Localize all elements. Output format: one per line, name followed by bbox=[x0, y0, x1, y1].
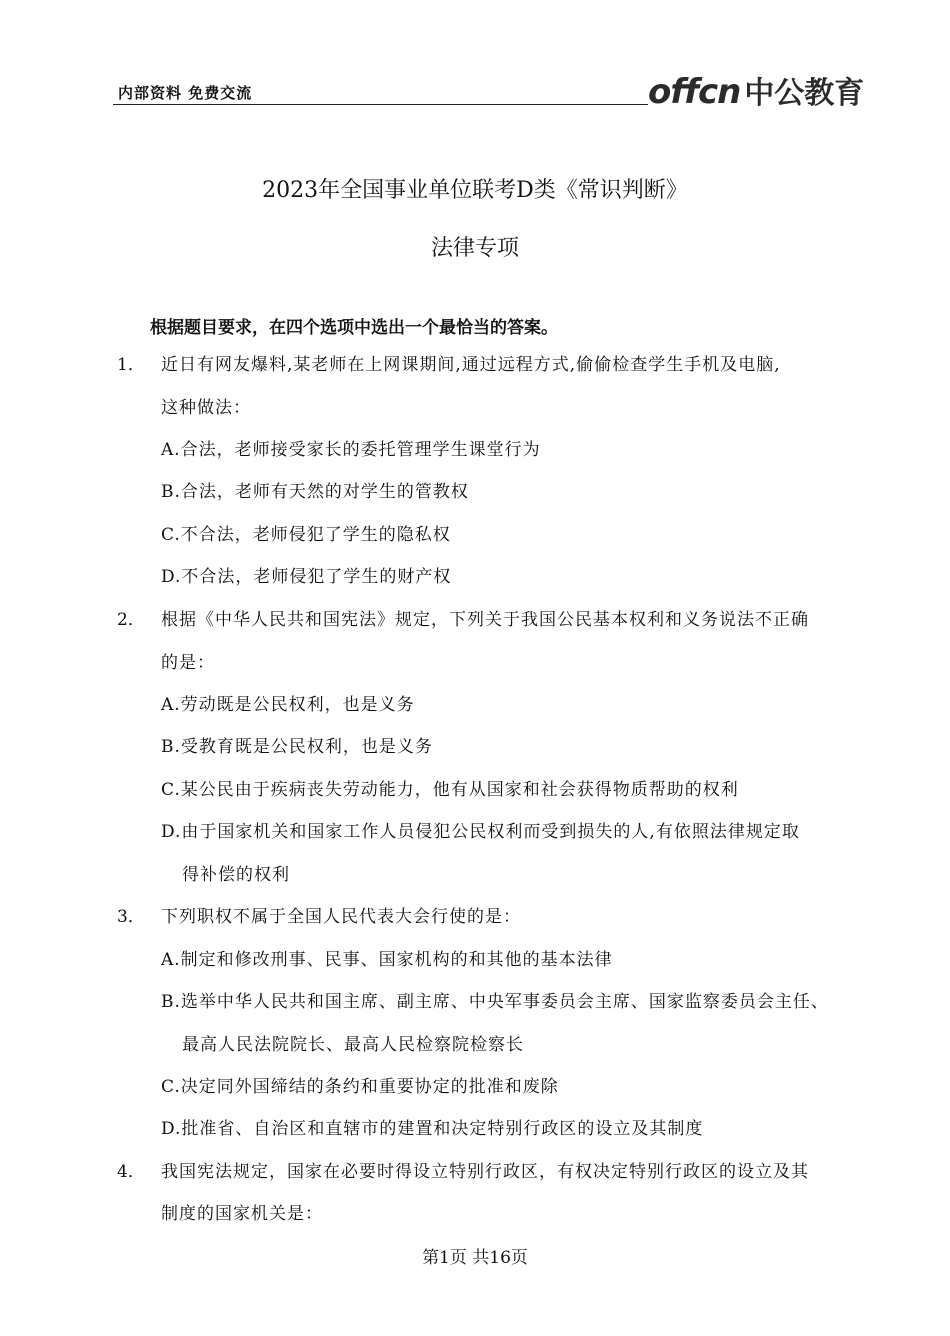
option-line: C.不合法，老师侵犯了学生的隐私权 bbox=[161, 525, 451, 545]
option-line: C.某公民由于疾病丧失劳动能力，他有从国家和社会获得物质帮助的权利 bbox=[161, 780, 739, 800]
question-number: 2． bbox=[117, 610, 145, 630]
option-line: A.制定和修改刑事、民事、国家机构的和其他的基本法律 bbox=[161, 950, 613, 970]
document-title: 2023年全国事业单位联考D类《常识判断》 bbox=[262, 178, 688, 203]
question-number: 1． bbox=[117, 355, 145, 375]
header-divider bbox=[113, 104, 648, 105]
option-line: A.合法，老师接受家长的委托管理学生课堂行为 bbox=[161, 440, 541, 460]
option-line: C.决定同外国缔结的条约和重要协定的批准和废除 bbox=[161, 1077, 559, 1097]
question-stem-line: 的是： bbox=[161, 653, 215, 673]
instruction-text: 根据题目要求，在四个选项中选出一个最恰当的答案。 bbox=[150, 318, 558, 338]
option-line: 得补偿的权利 bbox=[182, 865, 290, 885]
option-line: D.由于国家机关和国家工作人员侵犯公民权利而受到损失的人,有依照法律规定取 bbox=[161, 822, 800, 842]
question-stem-line: 根据《中华人民共和国宪法》规定，下列关于我国公民基本权利和义务说法不正确 bbox=[161, 610, 809, 630]
option-line: A.劳动既是公民权利，也是义务 bbox=[161, 695, 415, 715]
question-stem-line: 我国宪法规定，国家在必要时得设立特别行政区，有权决定特别行政区的设立及其 bbox=[161, 1162, 809, 1182]
logo-en-text: offcn bbox=[648, 72, 741, 112]
option-line: B.选举中华人民共和国主席、副主席、中央军事委员会主席、国家监察委员会主任、 bbox=[161, 992, 829, 1012]
option-line: B.合法，老师有天然的对学生的管教权 bbox=[161, 482, 469, 502]
question-number: 4． bbox=[117, 1162, 145, 1182]
question-stem-line: 近日有网友爆料,某老师在上网课期间,通过远程方式,偷偷检查学生手机及电脑, bbox=[161, 355, 781, 375]
question-number: 3． bbox=[117, 907, 145, 927]
offcn-logo bbox=[648, 68, 864, 112]
logo-zh-text: 中公教育 bbox=[744, 76, 865, 111]
option-line: D.不合法，老师侵犯了学生的财产权 bbox=[161, 567, 452, 587]
question-stem-line: 下列职权不属于全国人民代表大会行使的是： bbox=[161, 907, 521, 927]
option-line: B.受教育既是公民权利，也是义务 bbox=[161, 737, 433, 757]
question-stem-line: 这种做法： bbox=[161, 398, 251, 418]
document-subtitle: 法律专项 bbox=[430, 236, 519, 261]
header-left-text: 内部资料 免费交流 bbox=[118, 84, 253, 102]
page-footer: 第1页 共16页 bbox=[422, 1248, 528, 1268]
option-line: 最高人民法院院长、最高人民检察院检察长 bbox=[182, 1035, 524, 1055]
question-stem-line: 制度的国家机关是： bbox=[161, 1204, 323, 1224]
option-line: D.批准省、自治区和直辖市的建置和决定特别行政区的设立及其制度 bbox=[161, 1119, 704, 1139]
